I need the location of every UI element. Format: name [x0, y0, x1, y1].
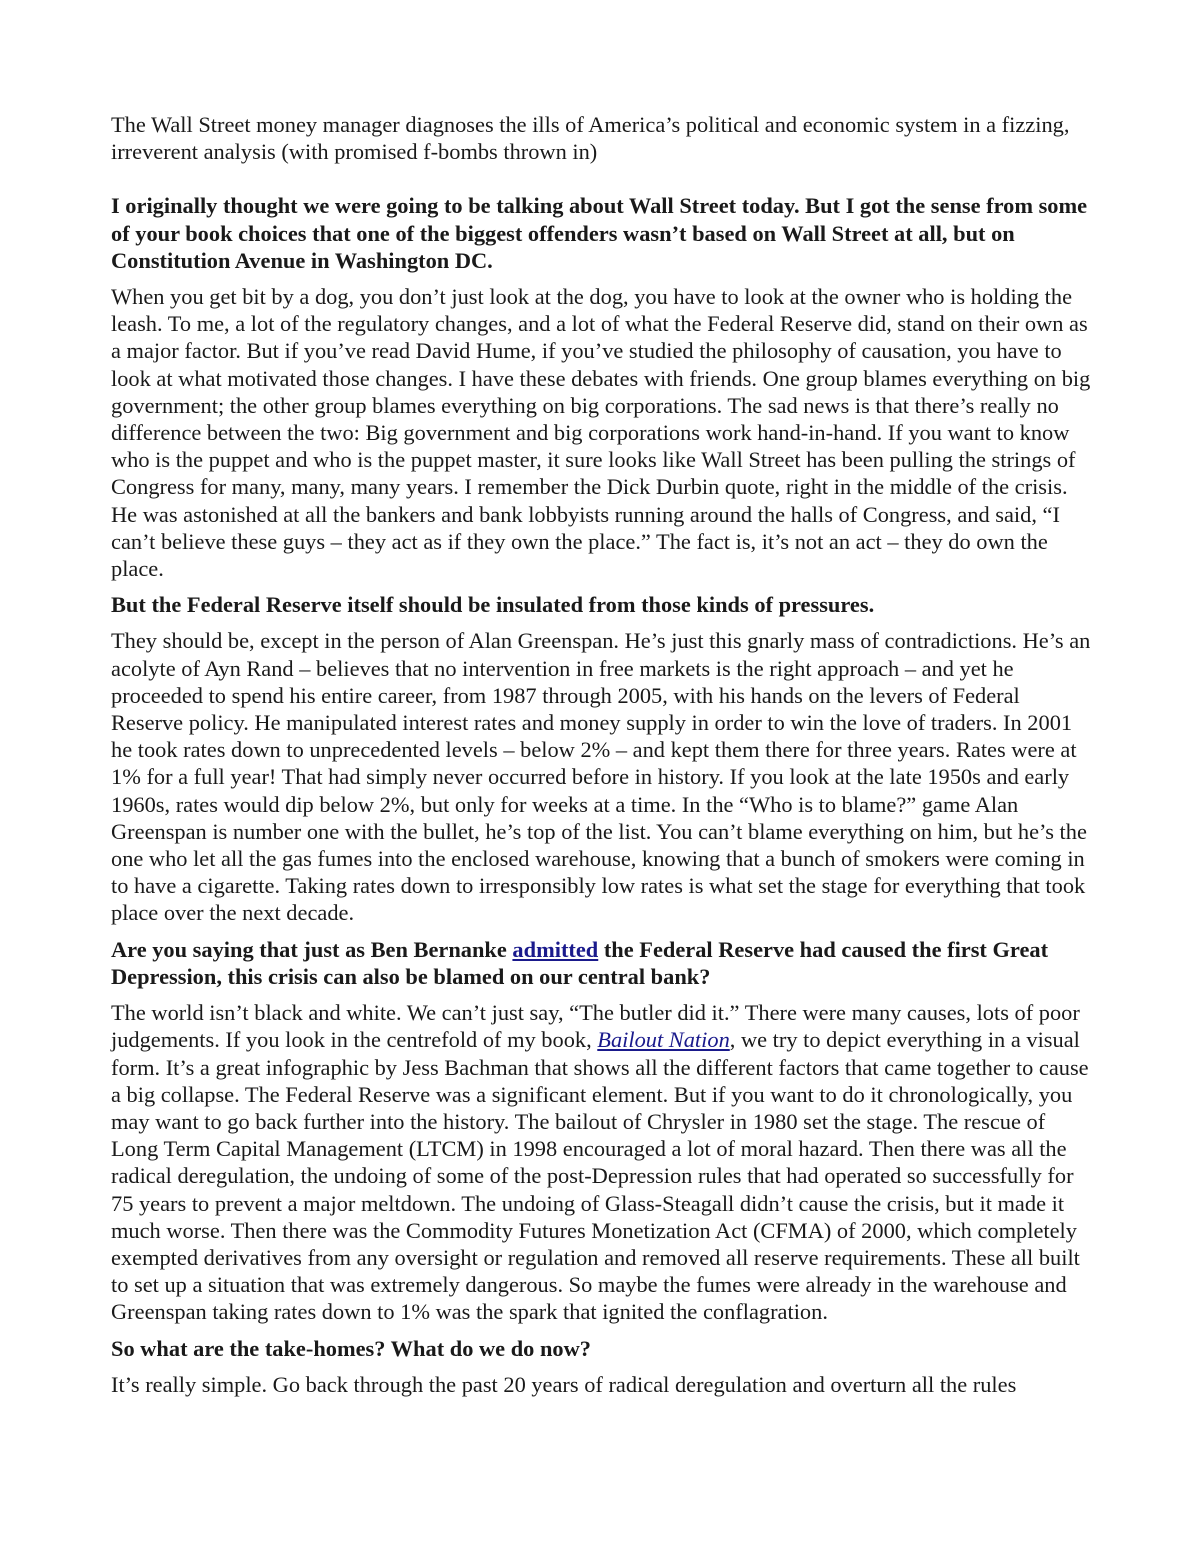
- answer-2: They should be, except in the person of Alan Greenspan. He’s just this gnarly mass of contradictions. He’s an acolyte of Ayn Rand – believes that no intervention in free markets is the right approach – and yet he proceeded to spend his entire career, from 1987 through 2005, with his hands on the levers of Federal Reserve policy. He manipulated interest rates and money supply in order to win the love of traders. In 2001 he took rates down to unprecedented levels – below 2% – and kept them there for three years. Rates were at 1% for a full year! That had simply never occurred before in history. If you look at the late 1950s and early 1960s, rates would dip below 2%, but only for weeks at a time. In the “Who is to blame?” game Alan Greenspan is number one with the bullet, he’s top of the list. You can’t blame everything on him, but he’s the one who let all the gas fumes into the enclosed warehouse, knowing that a bunch of smokers were coming in to have a cigarette. Taking rates down to irresponsibly low rates is what set the stage for everything that took place over the next decade.: [111, 628, 1091, 926]
- answer-3-text-after: , we try to depict everything in a visual form. It’s a great infographic by Jess Bachman that shows all the different factors that came together to cause a big collapse. The Federal Reserve was a significant element. But if you want to do it chronologically, you may want to go back further into the history. The bailout of Chrysler in 1980 set the stage. The rescue of Long Term Capital Management (LTCM) in 1998 encouraged a lot of moral hazard. Then there was all the radical deregulation, the undoing of some of the post-Depression rules that had operated so successfully for 75 years to prevent a major meltdown. The undoing of Glass-Steagall didn’t cause the crisis, but it made it much worse. Then there was the Commodity Futures Monetization Act (CFMA) of 2000, which completely exempted derivatives from any oversight or regulation and removed all reserve requirements. These all built to set up a situation that was extremely dangerous. So maybe the fumes were already in the warehouse and Greenspan taking rates down to 1% was the spark that ignited the conflagration.: [111, 1027, 1089, 1325]
- question-2: But the Federal Reserve itself should be insulated from those kinds of pressures.: [111, 592, 875, 618]
- answer-3: [111, 999, 1096, 1325]
- answer-4: It’s really simple. Go back through the past 20 years of radical deregulation and overturn all the rules: [111, 1371, 1017, 1397]
- question-3: [111, 936, 1096, 990]
- question-1: I originally thought we were going to be talking about Wall Street today. But I got the sense from some of your book choices that one of the biggest offenders wasn’t based on Wall Street at all, but on Constitution Avenue in Washington DC.: [111, 193, 1088, 273]
- admitted-link[interactable]: admitted: [512, 936, 599, 962]
- question-3-text-before: Are you saying that just as Ben Bernanke: [111, 936, 513, 962]
- intro-paragraph: The Wall Street money manager diagnoses the ills of America’s political and economic system in a fizzing, irreverent analysis (with promised f-bombs thrown in): [111, 112, 1070, 165]
- answer-3-text-before: The world isn’t black and white. We can’t just say, “The butler did it.” There were many causes, lots of poor judgements. If you look in the centrefold of my book,: [111, 1000, 1080, 1053]
- document-page: [111, 111, 1096, 1407]
- question-4: So what are the take-homes? What do we do now?: [111, 1335, 591, 1361]
- bailout-nation-link[interactable]: Bailout Nation: [597, 1027, 730, 1053]
- question-3-text-after: the Federal Reserve had caused the first Great Depression, this crisis can also be blamed on our central bank?: [111, 936, 1049, 989]
- answer-1: When you get bit by a dog, you don’t just look at the dog, you have to look at the owner who is holding the leash. To me, a lot of the regulatory changes, and a lot of what the Federal Reserve did, stand on their own as a major factor. But if you’ve read David Hume, if you’ve studied the philosophy of causation, you have to look at what motivated those changes. I have these debates with friends. One group blames everything on big government; the other group blames everything on big corporations. The sad news is that there’s really no difference between the two: Big government and big corporations work hand-in-hand. If you want to know who is the puppet and who is the puppet master, it sure looks like Wall Street has been pulling the strings of Congress for many, many, many years. I remember the Dick Durbin quote, right in the middle of the crisis. He was astonished at all the bankers and bank lobbyists running around the halls of Congress, and said, “I can’t believe these guys – they act as if they own the place.” The fact is, it’s not an act – they do own the place.: [111, 284, 1091, 582]
